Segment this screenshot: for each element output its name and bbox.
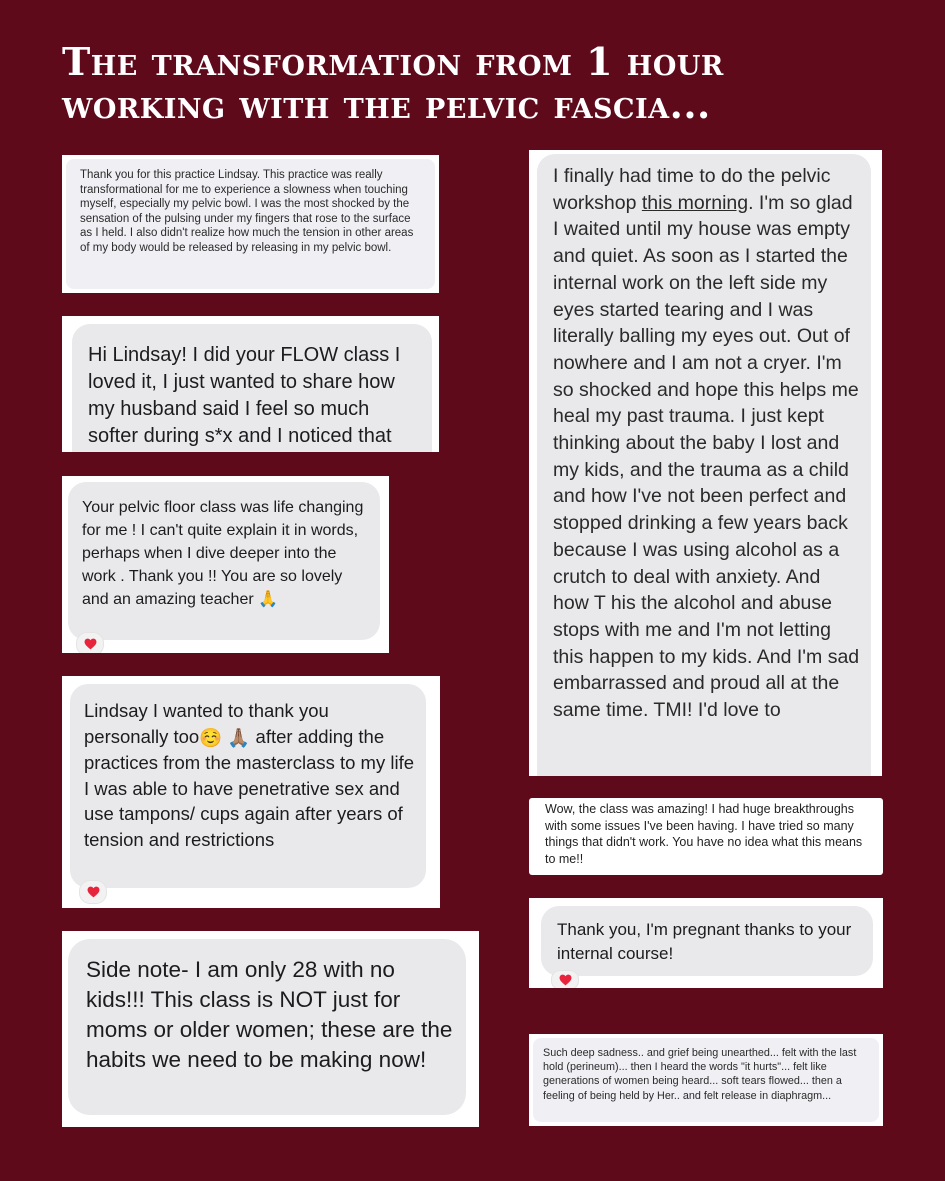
heart-reaction[interactable]	[76, 632, 104, 653]
message-bubble	[533, 1038, 879, 1122]
message-text-part1: I finally had time to do the pelvic workshop	[553, 165, 831, 214]
message-bubble	[72, 324, 432, 452]
message-bubble	[68, 482, 380, 640]
message-text	[82, 496, 370, 611]
message-text	[553, 163, 861, 724]
testimonial-card-3	[62, 476, 389, 653]
heart-reaction[interactable]	[79, 880, 107, 904]
message-text-part2: after adding the practices from the masterclass to my life I was able to have penetrative sex and use tampons/ cups again after years of tension and restrictions	[84, 725, 415, 850]
message-text: Thank you for this practice Lindsay. This practice was really transformational for me to experience a slowness when touching myself, especially my pelvic bowl. I was the most shocked by the sensation of the pulsing under my fingers that rose to the surface as I held. I also didn't realize how much the tension in other areas of my body would be released by releasing in my pelvic bowl.	[80, 169, 414, 254]
testimonial-card-8	[529, 898, 883, 988]
message-text-body: Your pelvic floor class was life changing for me ! I can't quite explain it in words, perhaps when I dive deeper into the work . Thank you !! You are so lovely and an amazing teacher	[82, 499, 364, 608]
testimonial-card-6	[529, 150, 882, 776]
testimonial-card-4	[62, 676, 440, 908]
testimonial-card-2	[62, 316, 439, 452]
message-bubble	[66, 159, 435, 289]
heart-icon	[84, 638, 97, 650]
message-bubble	[541, 906, 873, 976]
heart-reaction[interactable]	[551, 970, 579, 988]
testimonial-card-9	[529, 1034, 883, 1126]
testimonial-card-1	[62, 155, 439, 293]
heart-icon	[87, 886, 100, 898]
message-box	[529, 798, 883, 875]
smile-emoji: ☺️	[199, 726, 223, 748]
page-title: The transformation from 1 hour working with the pelvic fascia...	[62, 39, 724, 127]
message-text-part1: Lindsay I wanted to thank you personally too	[84, 700, 329, 747]
message-bubble	[537, 154, 871, 776]
heart-icon	[559, 974, 572, 986]
message-text-underlined: this morning	[641, 191, 749, 214]
pray-emoji: 🙏🏽	[227, 726, 251, 748]
message-bubble	[68, 939, 466, 1115]
message-text: Such deep sadness.. and grief being unearthed... felt with the last hold (perineum)... then I heard the words "it hurts"... felt like generations of women being heard... soft tears flowed... then a feeling of being held by Her.. and felt release in diaphragm...	[543, 1047, 857, 1102]
pray-emoji: 🙏	[258, 591, 279, 609]
message-text	[84, 698, 416, 852]
message-text: Wow, the class was amazing! I had huge breakthroughs with some issues I've been having. I have tried so many things that didn't work. You have no idea what this means to me!!	[545, 802, 863, 866]
message-bubble	[70, 684, 426, 888]
testimonial-card-7	[529, 798, 883, 875]
message-text: Hi Lindsay! I did your FLOW class I loved it, I just wanted to share how my husband said I feel so much softer during s*x and I noticed that	[88, 344, 401, 447]
message-text-part2: . I'm so glad I waited until my house was empty and quiet. As soon as I started the internal work on the left side my eyes started tearing and I was literally balling my eyes out. Out of nowhere and I am not a cryer. I'm so shocked and hope this helps me heal my past trauma. I just kept thinking about the baby I lost and my kids, and the trauma as a child and how I've not been perfect and stopped drinking a few years back because I was using alcohol as a crutch to deal with anxiety. And how T his the alcohol and abuse stops with me and I'm not letting this happen to my kids. And I'm sad embarrassed and proud all at the same time. TMI! I'd love to	[553, 191, 860, 722]
message-text: Side note- I am only 28 with no kids!!! This class is NOT just for moms or older women; these are the habits we need to be making now!	[86, 957, 453, 1072]
testimonial-card-5	[62, 931, 479, 1127]
message-text: Thank you, I'm pregnant thanks to your internal course!	[557, 920, 852, 963]
